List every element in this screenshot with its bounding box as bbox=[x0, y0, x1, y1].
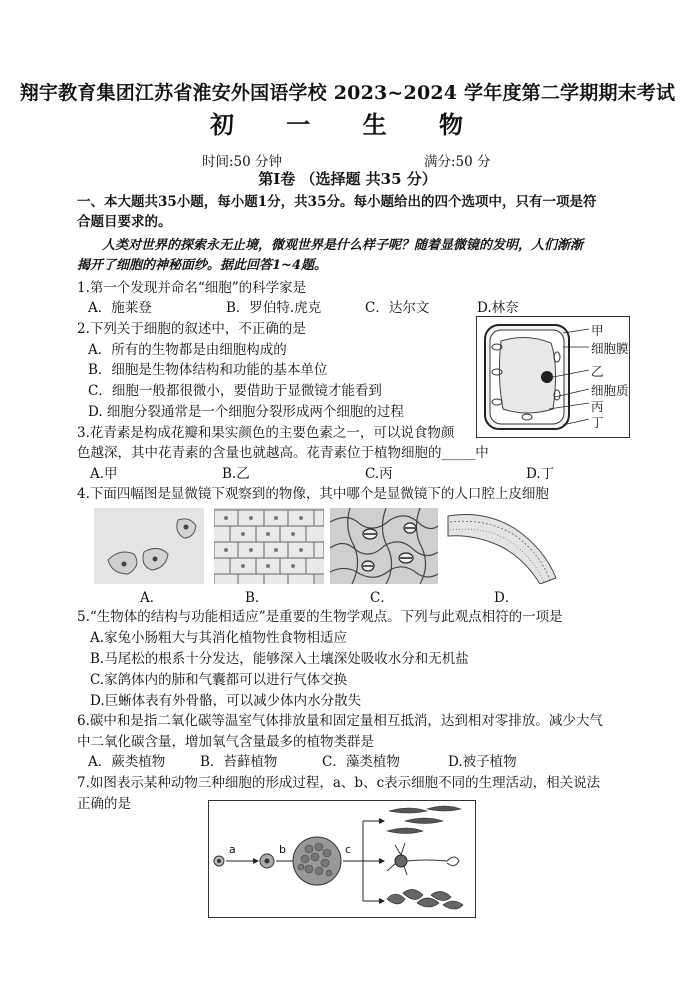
q6-stem-line2: 中二氧化碳含量，增加氧气含量最多的植物类群是 bbox=[77, 734, 374, 750]
q7-label-a: a bbox=[229, 843, 236, 856]
nucleus bbox=[541, 371, 553, 383]
q6-option-c: C．藻类植物 bbox=[322, 754, 400, 770]
q1-option-c: C．达尔文 bbox=[365, 300, 430, 316]
q2-option-c: C．细胞一般都很微小，要借助于显微镜才能看到 bbox=[88, 383, 382, 399]
intro-line2: 揭开了细胞的神秘面纱。据此回答1~4题。 bbox=[77, 258, 327, 273]
q1-option-a: A．施莱登 bbox=[88, 300, 152, 316]
q5-option-c: C.家鸽体内的肺和气囊都可以进行气体交换 bbox=[90, 672, 348, 688]
plant-cell-diagram bbox=[476, 316, 630, 438]
q7-stem-line2: 正确的是 bbox=[77, 796, 131, 812]
image-option-c bbox=[330, 508, 438, 584]
q7-label-c: c bbox=[345, 843, 352, 856]
exam-time: 时间:50 分钟 bbox=[202, 154, 283, 170]
q1-stem: 1.第一个发现并命名“细胞”的科学家是 bbox=[77, 280, 307, 296]
label-cytoplasm: 细胞质 bbox=[591, 383, 629, 398]
q2-option-d: D. 细胞分裂通常是一个细胞分裂形成两个细胞的过程 bbox=[88, 404, 404, 420]
section-title: 第Ⅰ卷 （选择题 共35 分） bbox=[258, 170, 437, 188]
q5-option-d: D.巨蜥体表有外骨骼，可以减少体内水分散失 bbox=[90, 693, 362, 709]
q1-option-d: D.林奈 bbox=[477, 300, 519, 316]
instructions-line1: 一、本大题共35小题，每小题1分，共35分。每小题给出的四个选项中，只有一项是符 bbox=[77, 194, 597, 210]
q3-option-d: D.丁 bbox=[526, 466, 555, 482]
q4-label-b: B． bbox=[245, 590, 269, 606]
q6-option-a: A．蕨类植物 bbox=[88, 754, 166, 770]
label-jia: 甲 bbox=[591, 323, 604, 338]
q4-stem: 4.下面四幅图是显微镜下观察到的物像，其中哪个是显微镜下的人口腔上皮细胞 bbox=[77, 486, 549, 502]
q5-option-a: A.家兔小肠粗大与其消化植物性食物相适应 bbox=[90, 630, 348, 646]
q5-stem: 5.“生物体的结构与功能相适应”是重要的生物学观点。下列与此观点相符的一项是 bbox=[77, 609, 563, 625]
q3-stem-line1: 3.花青素是构成花瓣和果实颜色的主要色素之一，可以说食物颜 bbox=[77, 425, 455, 441]
q4-label-c: C． bbox=[370, 590, 394, 606]
q2-stem: 2.下列关于细胞的叙述中，不正确的是 bbox=[77, 321, 306, 337]
exam-score: 满分:50 分 bbox=[424, 154, 491, 170]
label-bing: 丙 bbox=[591, 399, 604, 414]
q7-stem-line1: 7.如图表示某种动物三种细胞的形成过程，a、b、c表示细胞不同的生理活动，相关说法 bbox=[77, 775, 601, 791]
label-yi: 乙 bbox=[591, 364, 604, 379]
q2-option-a: A．所有的生物都是由细胞构成的 bbox=[88, 342, 287, 358]
q7-label-b: b bbox=[279, 843, 286, 856]
exam-title: 翔宇教育集团江苏省淮安外国语学校 2023~2024 学年度第二学期期末考试 bbox=[19, 82, 676, 104]
q2-option-b: B．细胞是生物体结构和功能的基本单位 bbox=[88, 362, 328, 378]
q6-option-b: B．苔藓植物 bbox=[200, 754, 278, 770]
q6-stem-line1: 6.碳中和是指二氧化碳等温室气体排放量和固定量相互抵消，达到相对零排放。减少大气 bbox=[77, 713, 603, 729]
q5-option-b: B.马尾松的根系十分发达，能够深入土壤深处吸收水分和无机盐 bbox=[90, 651, 469, 667]
q3-option-a: A.甲 bbox=[90, 466, 118, 482]
image-option-b bbox=[214, 508, 324, 584]
q3-option-c: C.丙 bbox=[365, 466, 393, 482]
cell-differentiation-diagram bbox=[208, 800, 476, 918]
q1-option-b: B．罗伯特.虎克 bbox=[226, 300, 322, 316]
q4-label-a: A． bbox=[140, 590, 164, 606]
q4-label-d: D． bbox=[494, 590, 519, 606]
exam-subject: 初 一 生 物 bbox=[209, 110, 486, 139]
label-ding: 丁 bbox=[591, 415, 604, 430]
image-option-a bbox=[94, 508, 204, 584]
image-option-d bbox=[444, 508, 558, 584]
label-membrane: 细胞膜 bbox=[591, 341, 629, 356]
instructions-line2: 合题目要求的。 bbox=[77, 214, 172, 230]
q3-stem-line2: 色越深，其中花青素的含量也就越高。花青素位于植物细胞的_____中 bbox=[77, 445, 489, 461]
q6-option-d: D.被子植物 bbox=[448, 754, 517, 770]
q3-option-b: B.乙 bbox=[222, 466, 250, 482]
intro-line1: 人类对世界的探索永无止境，微观世界是什么样子呢？随着显微镜的发明，人们渐渐 bbox=[102, 238, 584, 253]
